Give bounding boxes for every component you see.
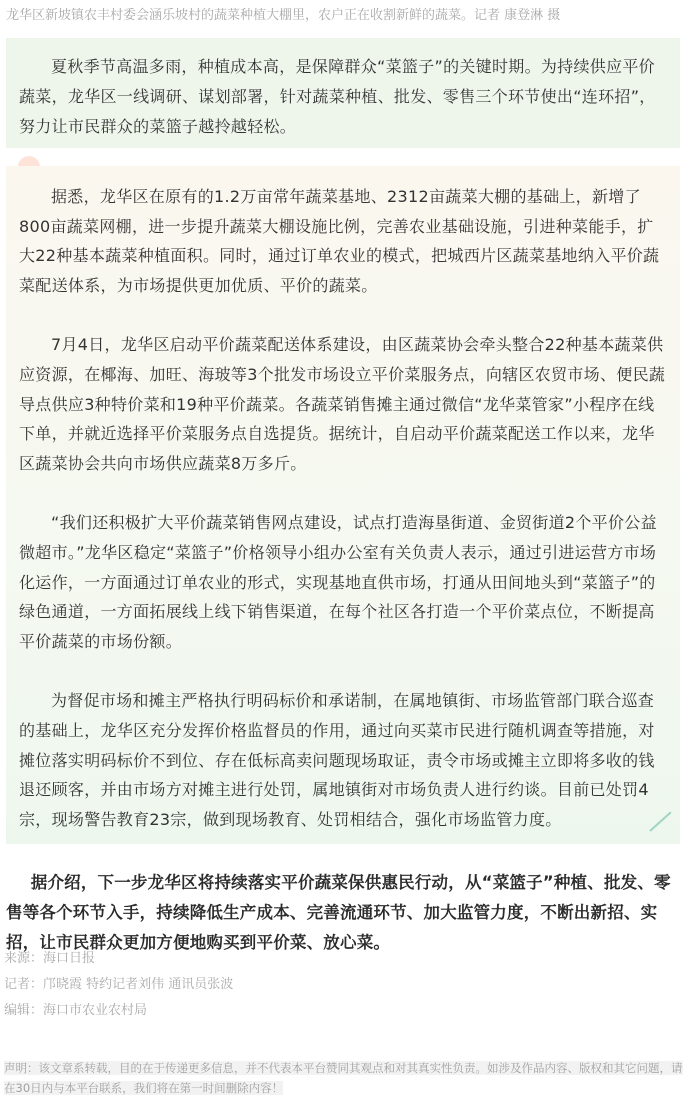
paragraph-3: “我们还积极扩大平价蔬菜销售网点建设，试点打造海垦街道、金贸街道2个平价公益微超市。”龙华区稳定“菜篮子”价格领导小组办公室有关负责人表示，通过引进运营方市场化运作，一方面通过订单农业的形式，实现基地直供市场，打通从田间地头到“菜篮子”的绿色通道，一方面拓展线上线下销售渠道，在每个社区各打造一个平价菜点位，不断提高平价蔬菜的市场份额。 xyxy=(19,513,657,651)
credits xyxy=(4,950,684,1028)
paragraph-2: 7月4日，龙华区启动平价蔬菜配送体系建设，由区蔬菜协会牵头整合22种基本蔬菜供应资源，在椰海、加旺、海玻等3个批发市场设立平价菜服务点，向辖区农贸市场、便民蔬导点供应3种特价菜和19种平价蔬菜。各蔬菜销售摊主通过微信“龙华菜管家”小程序在线下单，并就近选择平价菜服务点自选提货。据统计，自启动平价蔬菜配送工作以来，龙华区蔬菜协会共向市场供应蔬菜8万多斤。 xyxy=(19,335,666,473)
photo-caption: 龙华区新坡镇农丰村委会涵乐坡村的蔬菜种植大棚里，农户正在收割新鲜的蔬菜。记者 康登淋 摄 xyxy=(6,8,561,23)
disclaimer xyxy=(4,1058,684,1098)
intro-paragraph: 夏秋季节高温多雨，种植成本高，是保障群众“菜篮子”的关键时期。为持续供应平价蔬菜，龙华区一线调研、谋划部署，针对蔬菜种植、批发、零售三个环节使出“连环招”，努力让市民群众的菜篮子越拎越轻松。 xyxy=(19,57,656,136)
article-body xyxy=(6,166,680,844)
disclaimer-text: 声明：该文章系转载，目的在于传递更多信息，并不代表本平台赞同其观点和对其真实性负责。如涉及作品内容、版权和其它问题，请在30日内与本平台联系，我们将在第一时间删除内容！ xyxy=(4,1061,683,1095)
source-line: 来源：海口日报 xyxy=(4,951,96,966)
reporters-line: 记者：邝晓霞 特约记者刘伟 通讯员张波 xyxy=(4,977,234,992)
intro-box xyxy=(6,38,680,148)
paragraph-4: 为督促市场和摊主严格执行明码标价和承诺制，在属地镇街、市场监管部门联合巡查的基础上，龙华区充分发挥价格监督员的作用，通过向买菜市民进行随机调查等措施，对摊位落实明码标价不到位、存在低标高卖问题现场取证，责令市场或摊主立即将多收的钱退还顾客，并由市场方对摊主进行处罚，属地镇街对市场负责人进行约谈。目前已处罚4宗，现场警告教育23宗，做到现场教育、处罚相结合，强化市场监管力度。 xyxy=(19,691,655,829)
editor-line: 编辑：海口市农业农村局 xyxy=(4,1003,148,1018)
paragraph-1: 据悉，龙华区在原有的1.2万亩常年蔬菜基地、2312亩蔬菜大棚的基础上，新增了800亩蔬菜网棚，进一步提升蔬菜大棚设施比例，完善农业基础设施，引进种菜能手，扩大22种基本蔬菜种植面积。同时，通过订单农业的模式，把城西片区蔬菜基地纳入平价蔬菜配送体系，为市场提供更加优质、平价的蔬菜。 xyxy=(19,187,660,295)
closing-paragraph: 据介绍，下一步龙华区将持续落实平价蔬菜保供惠民行动，从“菜篮子”种植、批发、零售等各个环节入手，持续降低生产成本、完善流通环节、加大监管力度，不断出新招、实招，让市民群众更加方便地购买到平价菜、放心菜。 xyxy=(6,873,671,952)
